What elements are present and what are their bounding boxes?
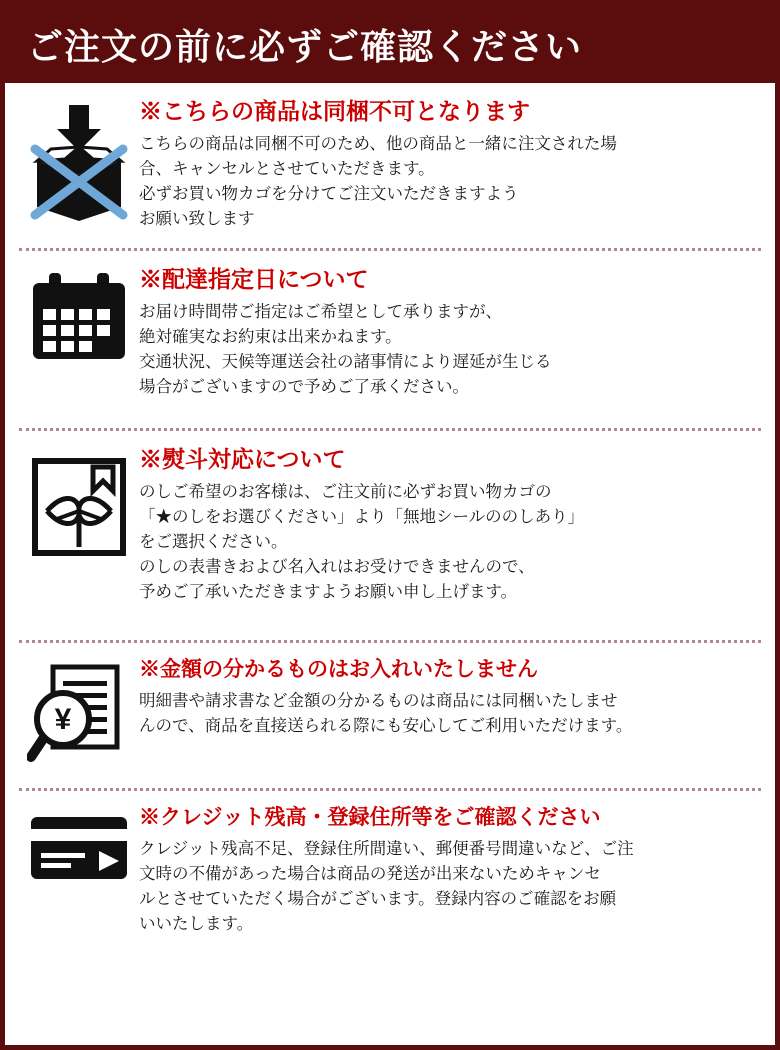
svg-text:¥: ¥ — [54, 703, 72, 736]
body-line: 交通状況、天候等運送会社の諸事情により遅延が生じる — [139, 352, 552, 371]
section-title: ※クレジット残高・登録住所等をご確認ください — [139, 806, 601, 829]
section-title: ※金額の分かるものはお入れいたしません — [139, 658, 538, 681]
body-line: 必ずお買い物カゴを分けてご注文いただきますよう — [139, 184, 519, 203]
body-line: 明細書や請求書など金額の分かるものは商品には同梱いたしませ — [139, 692, 618, 711]
body-line: のしの表書きおよび名入れはお受けできませんので、 — [139, 557, 535, 576]
body-line: クレジット残高不足、登録住所間違い、郵便番号間違いなど、ご注 — [139, 840, 634, 859]
notice-section-no-bundling — [19, 83, 761, 251]
body-line: 合、キャンセルとさせていただきます。 — [139, 159, 435, 178]
icon-cell — [19, 657, 139, 767]
notice-section-noshi — [19, 431, 761, 643]
icon-cell — [19, 265, 139, 371]
text-cell — [139, 805, 761, 938]
section-body — [139, 689, 755, 739]
notice-section-credit-card — [19, 791, 761, 961]
text-cell — [139, 657, 761, 739]
body-line: 文時の不備があった場合は商品の発送が出来ないためキャンセ — [139, 865, 601, 884]
text-cell — [139, 265, 761, 400]
body-line: のしご希望のお客様は、ご注文前に必ずお買い物カゴの — [139, 482, 552, 501]
credit-card-icon — [27, 811, 131, 885]
notice-section-delivery-date — [19, 251, 761, 431]
section-body — [139, 480, 755, 605]
body-line: 絶対確実なお約束は出来かねます。 — [139, 327, 402, 346]
section-body — [139, 300, 755, 400]
body-line: 「★のしをお選びください」より「無地シールののしあり」 — [139, 507, 585, 526]
section-body — [139, 132, 755, 232]
section-title: ※熨斗対応について — [139, 446, 346, 472]
page-header — [5, 5, 775, 83]
body-line: んので、商品を直接送られる際にも安心してご利用いただけます。 — [139, 717, 633, 736]
body-line: 予めご了承いただきますようお願い申し上げます。 — [139, 583, 518, 602]
notice-section-no-invoice — [19, 643, 761, 791]
notice-sections — [5, 83, 775, 961]
body-line: いいたします。 — [139, 915, 254, 934]
body-line: をご選択ください。 — [139, 532, 288, 551]
section-title: ※配達指定日について — [139, 266, 369, 292]
body-line: こちらの商品は同梱不可のため、他の商品と一緒に注文された場 — [139, 134, 617, 153]
section-body — [139, 837, 755, 937]
icon-cell — [19, 445, 139, 561]
body-line: 場合がございますので予めご了承ください。 — [139, 377, 469, 396]
icon-cell — [19, 805, 139, 885]
no-bundling-box-icon — [27, 103, 131, 223]
page-title: ご注文の前に必ずご確認ください — [27, 25, 583, 67]
section-title: ※こちらの商品は同梱不可となります — [139, 98, 530, 124]
body-line: ルとさせていただく場合がございます。登録内容のご確認をお願 — [139, 890, 617, 909]
noshi-gift-icon — [27, 451, 131, 561]
icon-cell — [19, 97, 139, 223]
calendar-icon — [27, 271, 131, 371]
body-line: お願い致します — [139, 209, 255, 228]
invoice-magnifier-yen-icon — [27, 663, 131, 767]
text-cell — [139, 97, 761, 232]
body-line: お届け時間帯ご指定はご希望として承りますが、 — [139, 302, 502, 321]
text-cell — [139, 445, 761, 605]
